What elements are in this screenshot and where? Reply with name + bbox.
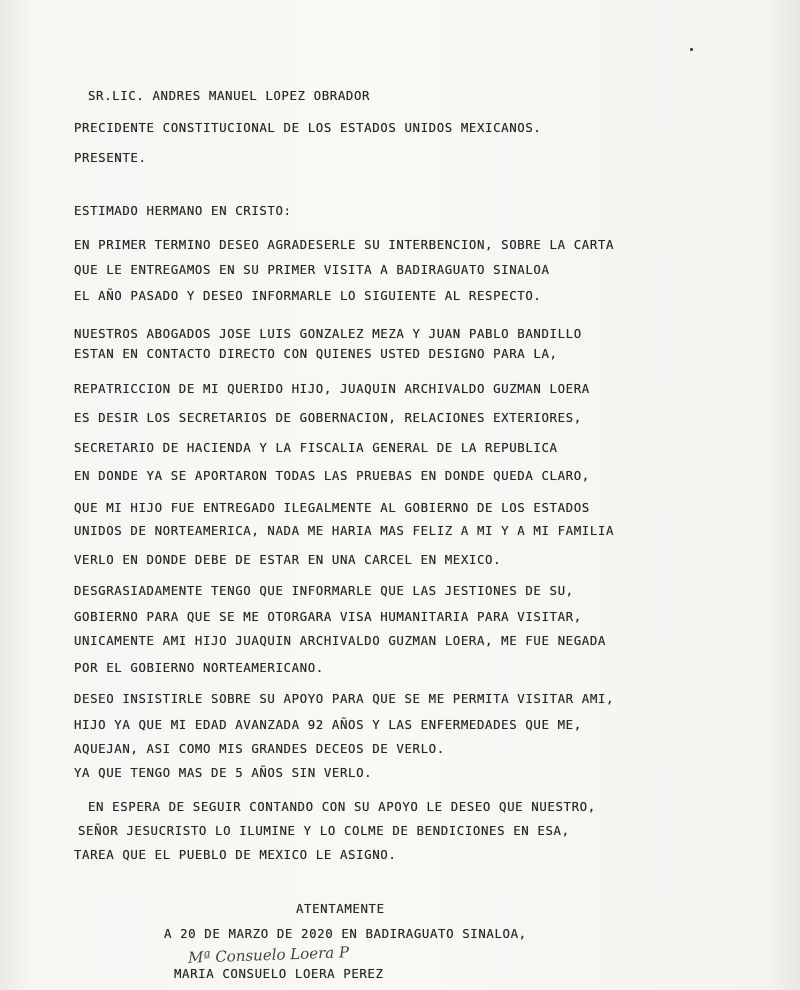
body-line: AQUEJAN, ASI COMO MIS GRANDES DECEOS DE VERLO. bbox=[74, 741, 445, 756]
body-line: EN DONDE YA SE APORTARON TODAS LAS PRUEBAS EN DONDE QUEDA CLARO, bbox=[74, 468, 590, 483]
body-line: DESGRASIADAMENTE TENGO QUE INFORMARLE QUE LAS JESTIONES DE SU, bbox=[74, 583, 574, 598]
body-line: UNIDOS DE NORTEAMERICA, NADA ME HARIA MAS FELIZ A MI Y A MI FAMILIA bbox=[74, 523, 615, 538]
body-line: EN ESPERA DE SEGUIR CONTANDO CON SU APOYO LE DESEO QUE NUESTRO, bbox=[88, 799, 596, 814]
date-place: A 20 DE MARZO DE 2020 EN BADIRAGUATO SINALOA, bbox=[164, 926, 527, 941]
body-line: VERLO EN DONDE DEBE DE ESTAR EN UNA CARCEL EN MEXICO. bbox=[74, 552, 502, 567]
body-line: ESTAN EN CONTACTO DIRECTO CON QUIENES USTED DESIGNO PARA LA, bbox=[74, 346, 558, 361]
body-line: QUE MI HIJO FUE ENTREGADO ILEGALMENTE AL GOBIERNO DE LOS ESTADOS bbox=[74, 500, 590, 515]
salutation: ESTIMADO HERMANO EN CRISTO: bbox=[74, 203, 292, 218]
speck bbox=[690, 48, 693, 51]
body-line: QUE LE ENTREGAMOS EN SU PRIMER VISITA A BADIRAGUATO SINALOA bbox=[74, 262, 550, 277]
closing: ATENTAMENTE bbox=[296, 901, 385, 916]
body-line: TAREA QUE EL PUEBLO DE MEXICO LE ASIGNO. bbox=[74, 847, 397, 862]
recipient-name: SR.LIC. ANDRES MANUEL LOPEZ OBRADOR bbox=[88, 88, 371, 103]
body-line: GOBIERNO PARA QUE SE ME OTORGARA VISA HUMANITARIA PARA VISITAR, bbox=[74, 609, 582, 624]
body-line: UNICAMENTE AMI HIJO JUAQUIN ARCHIVALDO GUZMAN LOERA, ME FUE NEGADA bbox=[74, 633, 606, 648]
body-line: YA QUE TENGO MAS DE 5 AÑOS SIN VERLO. bbox=[74, 765, 373, 780]
handwritten-signature: Mª Consuelo Loera P bbox=[187, 943, 350, 967]
signer-name: MARIA CONSUELO LOERA PEREZ bbox=[174, 966, 384, 981]
body-line: SEÑOR JESUCRISTO LO ILUMINE Y LO COLME DE BENDICIONES EN ESA, bbox=[78, 823, 570, 838]
body-line: NUESTROS ABOGADOS JOSE LUIS GONZALEZ MEZA Y JUAN PABLO BANDILLO bbox=[74, 326, 582, 341]
body-line: ES DESIR LOS SECRETARIOS DE GOBERNACION, RELACIONES EXTERIORES, bbox=[74, 410, 582, 425]
body-line: REPATRICCION DE MI QUERIDO HIJO, JUAQUIN ARCHIVALDO GUZMAN LOERA bbox=[74, 381, 590, 396]
body-line: HIJO YA QUE MI EDAD AVANZADA 92 AÑOS Y LAS ENFERMEDADES QUE ME, bbox=[74, 717, 582, 732]
body-line: DESEO INSISTIRLE SOBRE SU APOYO PARA QUE SE ME PERMITA VISITAR AMI, bbox=[74, 691, 615, 706]
body-line: POR EL GOBIERNO NORTEAMERICANO. bbox=[74, 660, 324, 675]
recipient-title: PRECIDENTE CONSTITUCIONAL DE LOS ESTADOS UNIDOS MEXICANOS. bbox=[74, 120, 542, 135]
body-line: EN PRIMER TERMINO DESEO AGRADESERLE SU INTERBENCION, SOBRE LA CARTA bbox=[74, 237, 615, 252]
presente-line: PRESENTE. bbox=[74, 150, 147, 165]
body-line: EL AÑO PASADO Y DESEO INFORMARLE LO SIGUIENTE AL RESPECTO. bbox=[74, 288, 542, 303]
body-line: SECRETARIO DE HACIENDA Y LA FISCALIA GENERAL DE LA REPUBLICA bbox=[74, 440, 558, 455]
